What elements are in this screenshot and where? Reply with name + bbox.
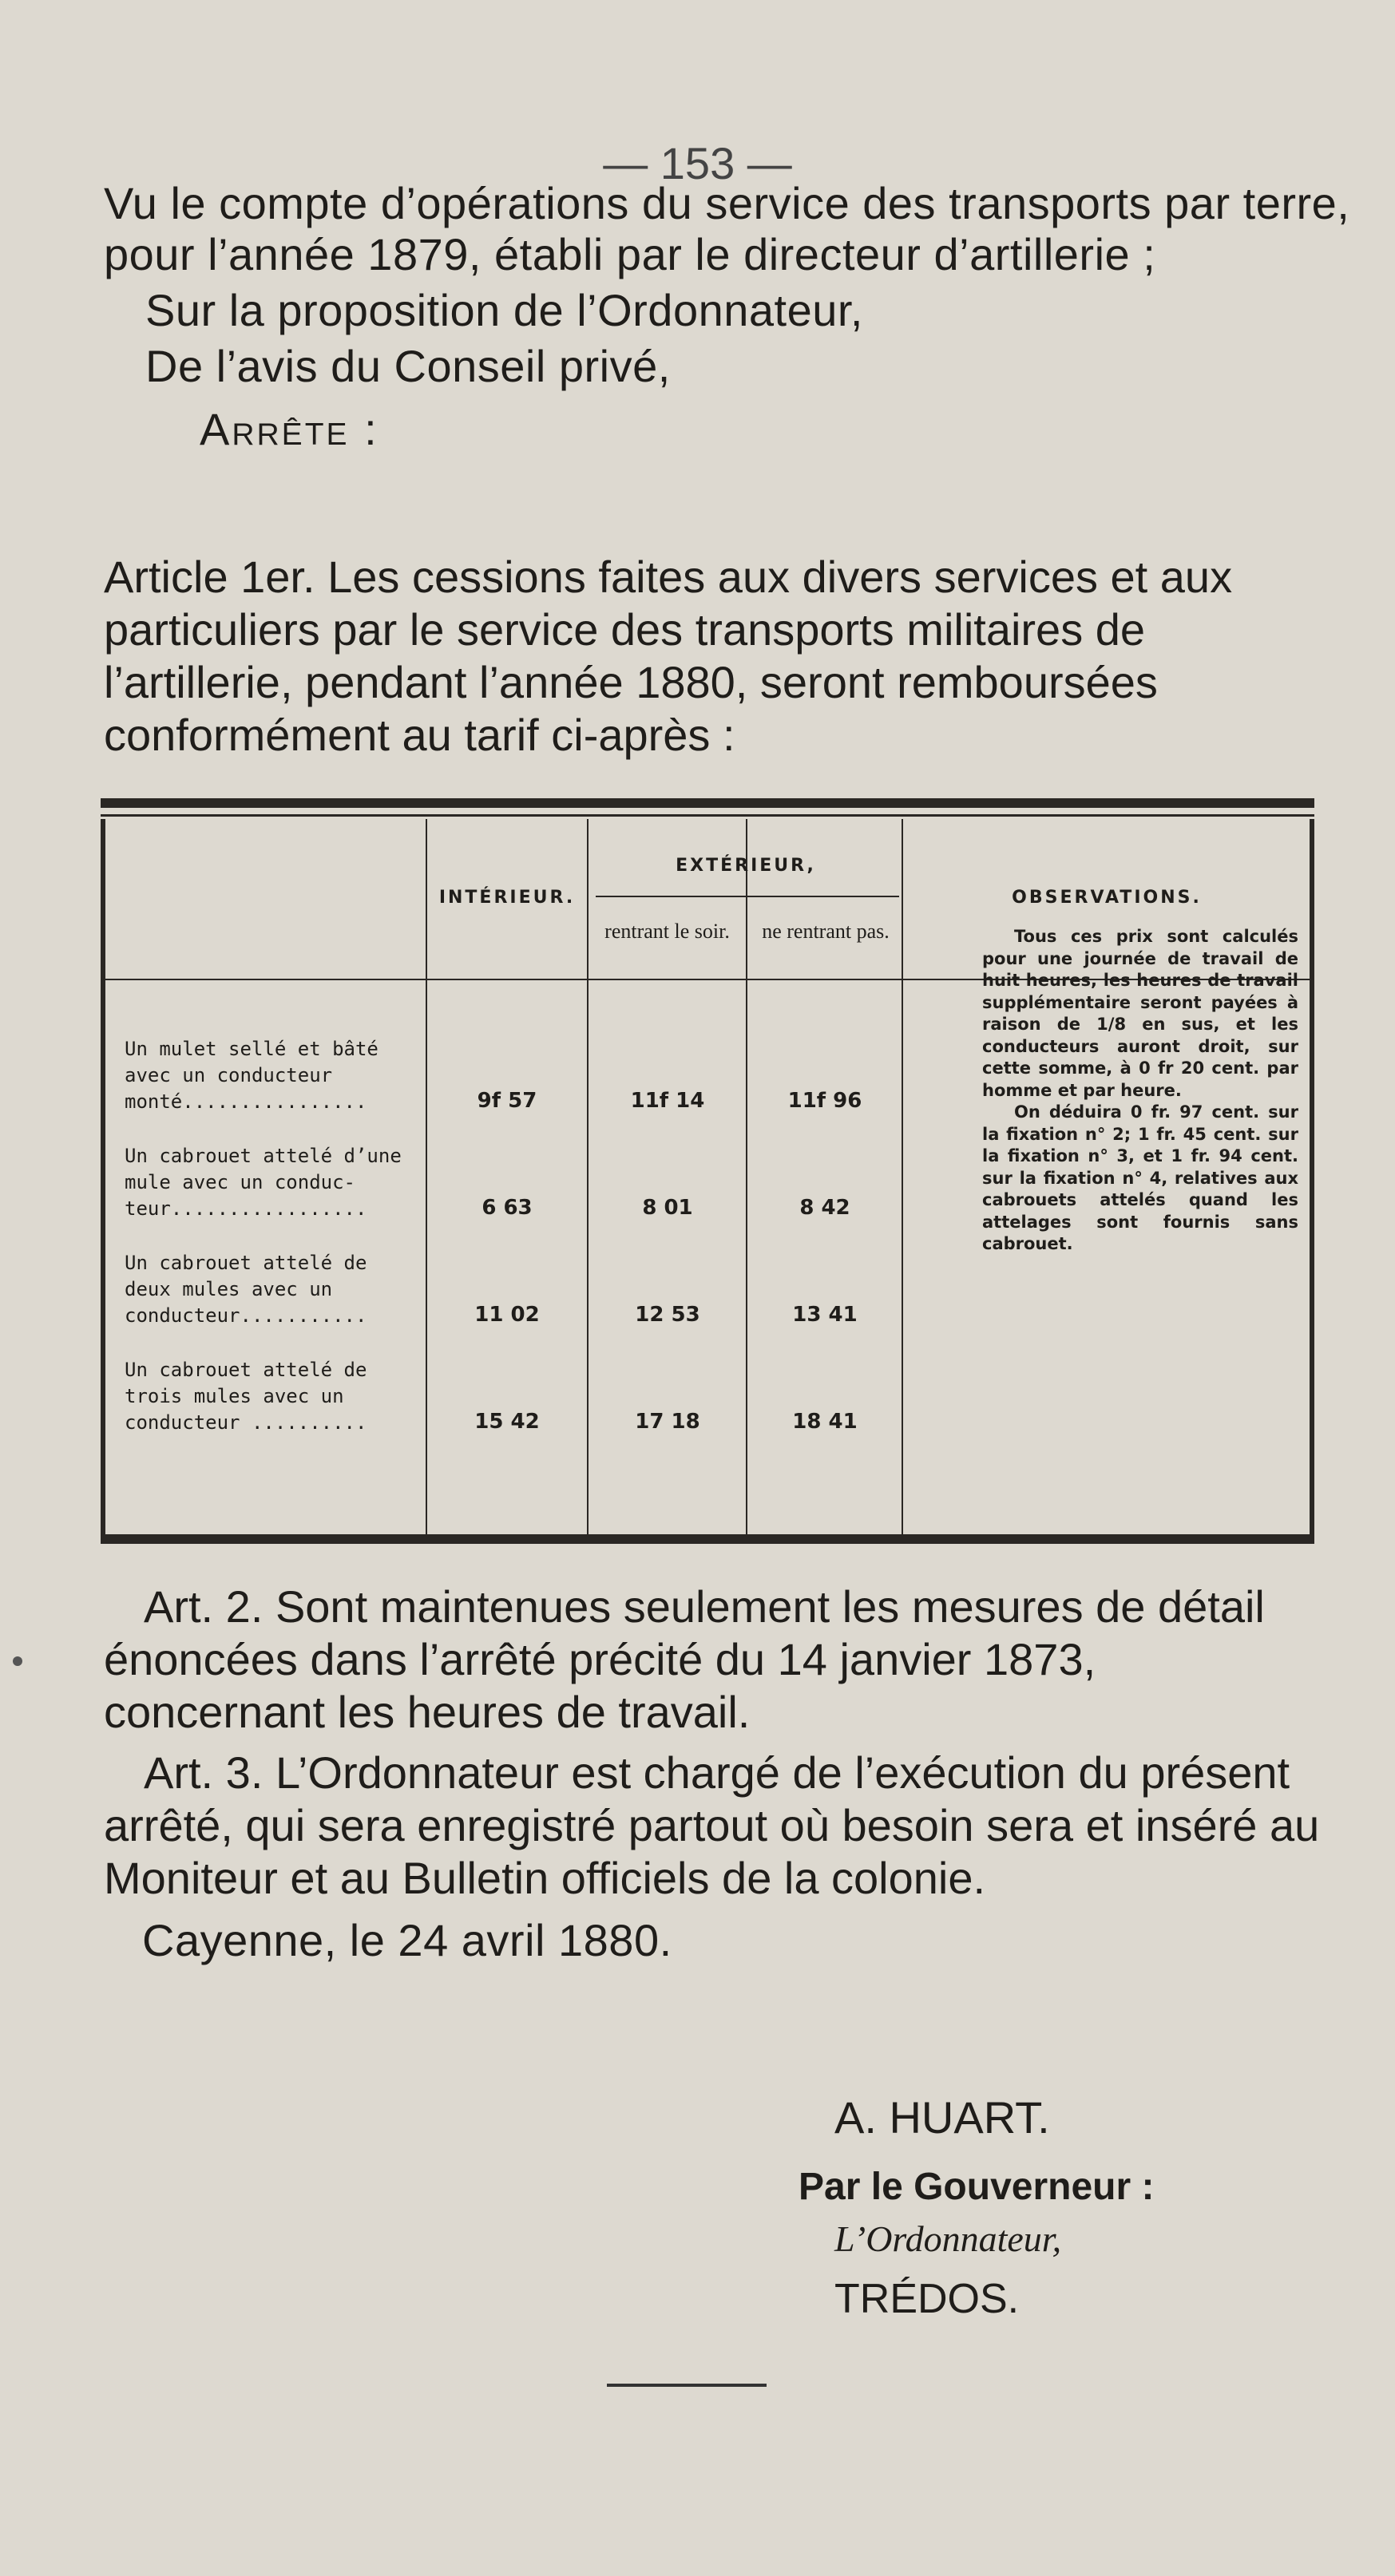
page-number: — 153 —: [603, 138, 792, 188]
closing-rule: [607, 2384, 767, 2387]
row-1-rentrant: 11f 14: [630, 1089, 705, 1113]
table-bottom-rule: [101, 1534, 1314, 1544]
header-observations: OBSERVATIONS.: [1012, 888, 1202, 908]
row-2-label-line-2: mule avec un conduc-: [125, 1171, 355, 1193]
table-left-border: [101, 819, 105, 1534]
col-divider-3: [746, 819, 747, 1534]
row-2-rentrant: 8 01: [642, 1196, 693, 1220]
signature-title: L’Ordonnateur,: [834, 2218, 1062, 2259]
article-2-text: Art. 2. Sont maintenues seulement les mesures de détail énoncées dans l’arrêté précité du 14 janvier 1873, concernant les heures de travail.: [104, 1581, 1265, 1737]
table-right-border: [1310, 819, 1314, 1534]
table-top-rule-thin: [101, 814, 1314, 817]
preamble-line-4: De l’avis du Conseil privé,: [145, 341, 671, 391]
row-3-interieur: 11 02: [474, 1303, 540, 1327]
row-1-interieur: 9f 57: [477, 1089, 537, 1113]
article-3-text: Art. 3. L’Ordonnateur est chargé de l’exécution du présent arrêté, qui sera enregistré partout où besoin sera et inséré au Moniteur et au Bulletin officiels de la colonie.: [104, 1747, 1320, 1903]
article-1: [104, 551, 1310, 762]
header-exterieur: EXTÉRIEUR,: [676, 856, 816, 876]
exterieur-brace: [596, 896, 899, 897]
row-3-label-line-3: conducteur...........: [125, 1304, 367, 1327]
signature-name: A. HUART.: [834, 2092, 1050, 2143]
tariff-table: [101, 798, 1314, 1549]
row-3-rentrant: 12 53: [635, 1303, 700, 1327]
row-1-label-line-1: Un mulet sellé et bâté: [125, 1038, 378, 1060]
observation-1: Tous ces prix sont calculés pour une journée de travail de huit heures, les heures de travail supplémentaire seront payées à raison de 1/8 en sus, et les conducteurs auront droit, sur cette somme, à 0 fr 20 cent. par homme et par heure.: [982, 927, 1298, 1100]
col-divider-4: [902, 819, 903, 1534]
header-ne-rentrant: ne rentrant pas.: [762, 920, 890, 943]
header-rentrant: rentrant le soir.: [604, 920, 730, 943]
row-4-label-line-1: Un cabrouet attelé de: [125, 1359, 367, 1381]
row-2-label-line-3: teur.................: [125, 1197, 367, 1220]
header-interieur: INTÉRIEUR.: [438, 888, 576, 908]
row-3-label-line-2: deux mules avec un: [125, 1278, 333, 1300]
row-4-interieur: 15 42: [474, 1410, 540, 1434]
table-top-rule: [101, 798, 1314, 808]
observation-2: On déduira 0 fr. 97 cent. sur la fixation n° 2; 1 fr. 45 cent. sur la fixation n° 3, et 1 fr. 94 cent. sur la fixation n° 4, relatives aux cabrouets attelés quand les attelages sont fournis sans cabrouet.: [982, 1102, 1298, 1253]
article-2: [104, 1581, 1326, 1739]
preamble-line-3: Sur la proposition de l’Ordonnateur,: [145, 285, 863, 335]
row-4-rentrant: 17 18: [635, 1410, 700, 1434]
row-4-ne-rentrant: 18 41: [792, 1410, 858, 1434]
row-1-label-line-2: avec un conducteur: [125, 1064, 333, 1086]
place-date: Cayenne, le 24 avril 1880.: [142, 1915, 672, 1965]
row-3-ne-rentrant: 13 41: [792, 1303, 858, 1327]
row-1-ne-rentrant: 11f 96: [787, 1089, 862, 1113]
countersignature: TRÉDOS.: [834, 2276, 1020, 2322]
row-4-label-line-3: conducteur ..........: [125, 1411, 367, 1434]
row-2-label-line-1: Un cabrouet attelé d’une: [125, 1145, 402, 1167]
row-3-label-line-1: Un cabrouet attelé de: [125, 1252, 367, 1274]
arrete-heading: Arrête :: [200, 404, 379, 454]
article-3: [104, 1747, 1326, 1905]
preamble-line-2: pour l’année 1879, établi par le directeur d’artillerie ;: [104, 229, 1156, 279]
article-1-text: Article 1er. Les cessions faites aux divers services et aux particuliers par le service des transports militaires de l’artillerie, pendant l’année 1880, seront remboursées conformément au tarif ci-après :: [104, 552, 1233, 760]
ink-spot: [13, 1656, 22, 1666]
row-2-interieur: 6 63: [482, 1196, 533, 1220]
row-4-label-line-2: trois mules avec un: [125, 1385, 344, 1407]
row-2-ne-rentrant: 8 42: [799, 1196, 850, 1220]
observations-text: [982, 926, 1298, 1256]
signature-by: Par le Gouverneur :: [799, 2166, 1155, 2208]
col-divider-2: [587, 819, 589, 1534]
preamble-line-1: Vu le compte d’opérations du service des transports par terre,: [104, 178, 1350, 228]
row-1-label-line-3: monté................: [125, 1090, 367, 1113]
